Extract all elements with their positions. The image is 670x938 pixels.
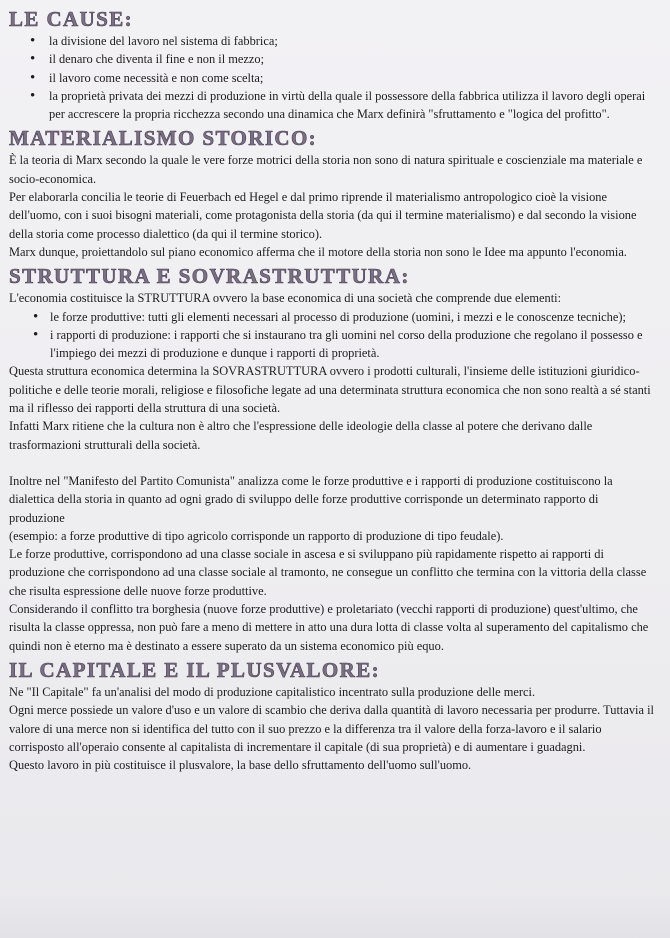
list-item: • la divisione del lavoro nel sistema di fabbrica; (9, 32, 656, 50)
paragraph: Infatti Marx ritiene che la cultura non è altro che l'espressione delle ideologie della classe al potere che derivano dalle trasformazioni strutturali della società. (9, 419, 593, 452)
paragraph: Per elaborarla concilia le teorie di Feuerbach ed Hegel e dal primo riprende il materialismo antropologico cioè la visione dell'uomo, con i suoi bisogni materiali, come protagonista della storia (da qui il termine materialismo) e dal secondo la visione della storia come processo dialettico (da qui il termine storico). (9, 190, 637, 241)
list-item: • il lavoro come necessità e non come scelta; (9, 69, 656, 87)
list-item: • la proprietà privata dei mezzi di produzione in virtù della quale il possessore della fabbrica utilizza il lavoro degli operai per accrescere la propria ricchezza secondo una dinamica che Marx definirà "sfruttamento e "logica del profitto". (9, 87, 656, 124)
heading-materialismo: MATERIALISMO STORICO: (9, 126, 318, 151)
spacer (9, 454, 656, 472)
paragraph: Considerando il conflitto tra borghesia (nuove forze produttive) e proletariato (vecchi rapporti di produzione) quest'ultimo, che risulta la classe oppressa, non può fare a meno di mettere in atto una dura lotta di classe volta al superamento del capitalismo che quindi non è eterno ma è destinato a essere superato da un sistema economico più equo. (9, 602, 649, 653)
paragraph: È la teoria di Marx secondo la quale le vere forze motrici della storia non sono di natura spirituale e coscienziale ma materiale e socio-economica. (9, 153, 643, 186)
heading-capitale: IL CAPITALE E IL PLUSVALORE: (9, 657, 381, 682)
paragraph: Le forze produttive, corrispondono ad una classe sociale in ascesa e si sviluppano più rapidamente rispetto ai rapporti di produzione che corrispondono ad una classe sociale al tramonto, ne consegue un conflitto che termina con la vittoria della classe che risulta espressione delle nuove forze produttive. (9, 547, 647, 598)
list-item: • le forze produttive: tutti gli elementi necessari al processo di produzione (uomini, i mezzi e le conoscenze tecniche); (9, 308, 656, 326)
paragraph: Marx dunque, proiettandolo sul piano economico afferma che il motore della storia non sono le Idee ma appunto l'economia. (9, 244, 627, 259)
paragraph: Inoltre nel "Manifesto del Partito Comunista" analizza come le forze produttive e i rapporti di produzione costituiscono la dialettica della storia in quanto ad ogni grado di sviluppo delle forze produttive corrisponde un determinato rapporto di produzione (9, 473, 613, 525)
elements-list (9, 308, 656, 363)
paragraph: Questa struttura economica determina la SOVRASTRUTTURA ovvero i prodotti culturali, l'insieme delle istituzioni giuridico-politiche e delle teorie morali, religiose e filosofiche legate ad una determinata struttura economica che non sono realtà a sé stanti ma il riflesso dei rapporti della struttura di una società. (9, 364, 651, 416)
paragraph: Ogni merce possiede un valore d'uso e un valore di scambio che deriva dalla quantità di lavoro necessaria per produrre. Tuttavia il valore di una merce non si identifica del tutto con il suo prezzo e la differenza tra il valore della forza-lavoro e il salario corrisposto all'operaio consente al capitalista di incrementare il capitale (di sua proprietà) e di aumentare i guadagni. (9, 703, 654, 754)
paper-shadow (0, 893, 670, 938)
paragraph: (esempio: a forze produttive di tipo agricolo corrisponde un rapporto di produzione di tipo feudale). (9, 528, 504, 543)
paragraph: Questo lavoro in più costituisce il plusvalore, la base dello sfruttamento dell'uomo sull'uomo. (9, 758, 472, 773)
paragraph: L'economia costituisce la STRUTTURA ovvero la base economica di una società che comprende due elementi: (9, 291, 562, 306)
list-item: • i rapporti di produzione: i rapporti che si instaurano tra gli uomini nel corso della produzione che regolano il possesso e l'impiego dei mezzi di produzione e dunque i rapporti di proprietà. (9, 326, 656, 363)
paragraph: Ne "Il Capitale" fa un'analisi del modo di produzione capitalistico incentrato sulla produzione delle merci. (9, 684, 536, 699)
heading-struttura: STRUTTURA E SOVRASTRUTTURA: (9, 264, 410, 289)
list-item: • il denaro che diventa il fine e non il mezzo; (9, 50, 656, 68)
causes-list (9, 32, 656, 123)
heading-cause: LE CAUSE: (9, 7, 134, 31)
